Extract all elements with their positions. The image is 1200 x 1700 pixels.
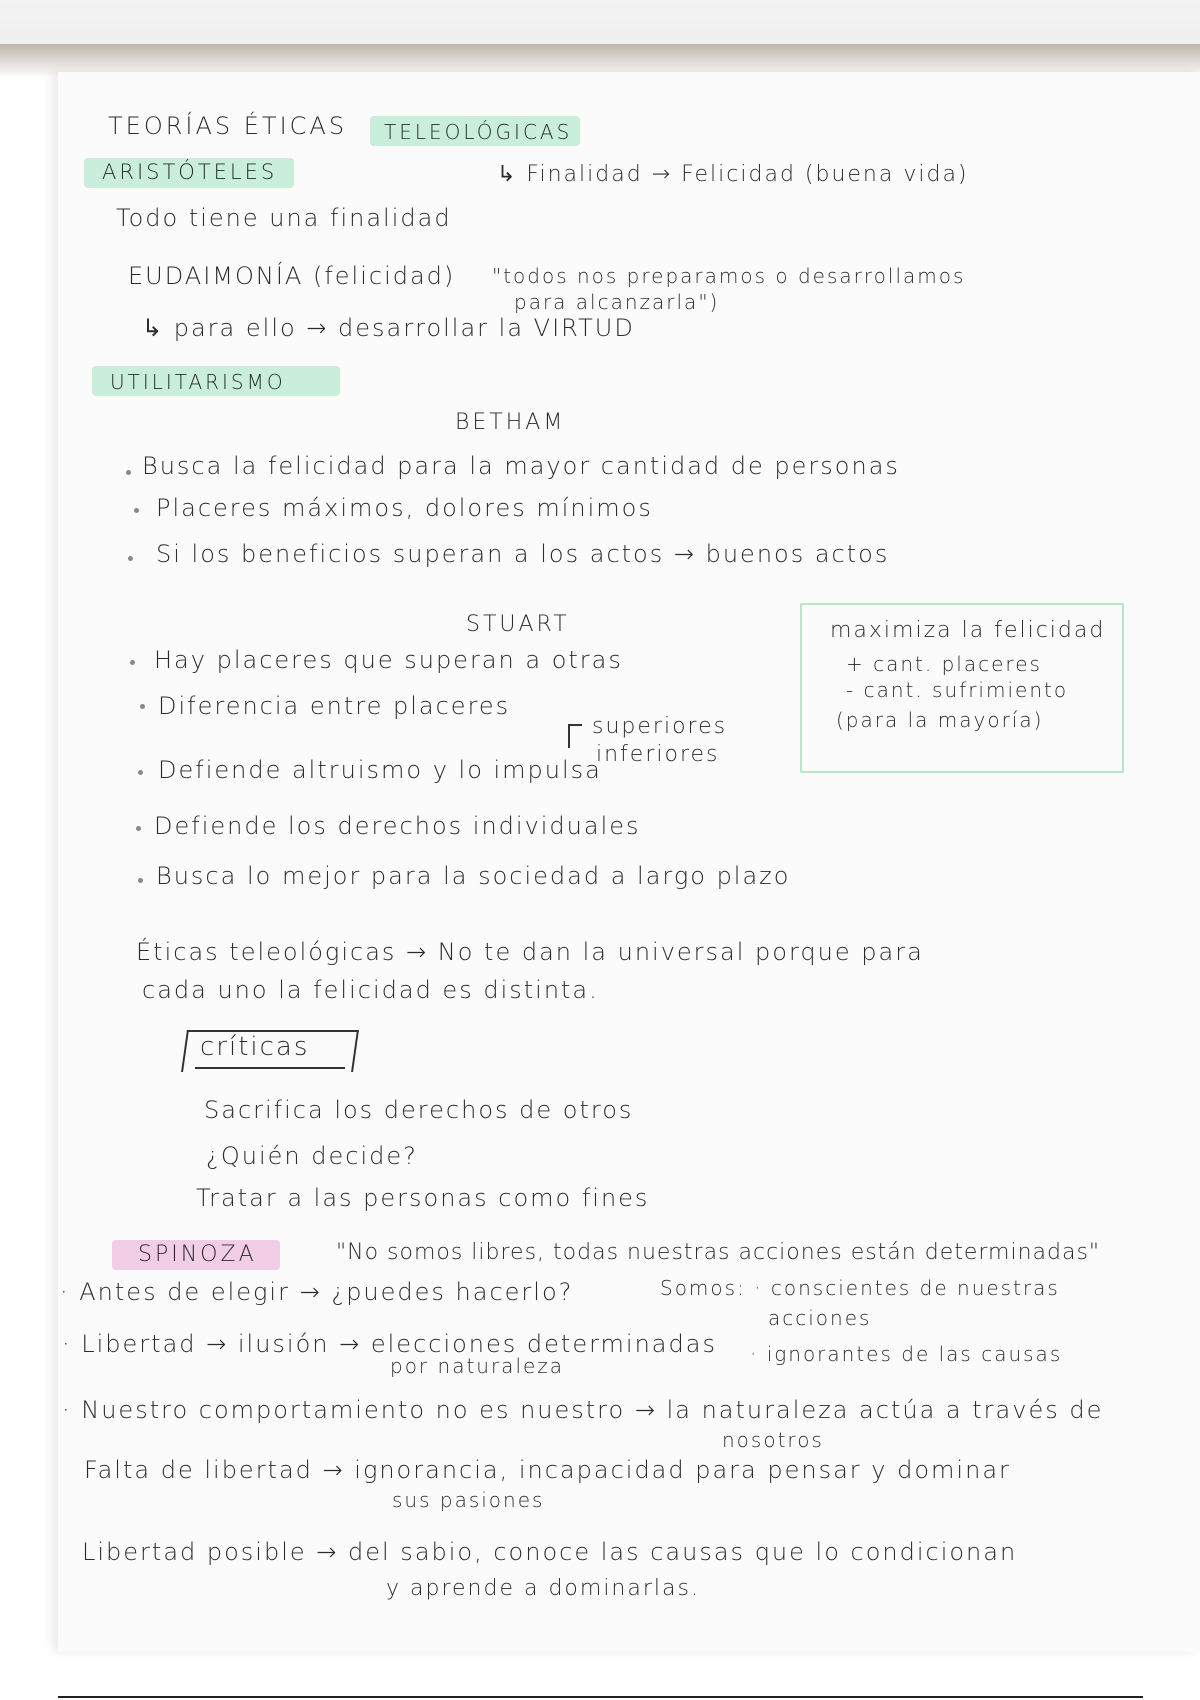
criticas-item-2: ¿Quién decide? — [206, 1142, 418, 1170]
aristoteles-line-3: ↳ para ello → desarrollar la VIRTUD — [142, 314, 635, 342]
aristoteles-heading: ARISTÓTELES — [102, 160, 278, 184]
bullet — [140, 704, 145, 709]
title-text: TEORÍAS ÉTICAS — [108, 112, 348, 140]
spinoza-falta-2: sus pasiones — [392, 1488, 545, 1512]
stuart-item-2: Diferencia entre placeres — [158, 692, 511, 720]
eudaimonia-quote-2: para alcanzarla") — [514, 290, 720, 314]
stuart-box-line-3: - cant. sufrimiento — [846, 678, 1069, 702]
bullet — [134, 508, 139, 513]
aristoteles-line-1: Todo tiene una finalidad — [116, 204, 452, 232]
placeres-superiores: superiores — [592, 714, 728, 739]
spinoza-somos-1: Somos: · conscientes de nuestras — [660, 1276, 1060, 1300]
betham-item-2: Placeres máximos, dolores mínimos — [156, 494, 653, 522]
stuart-box-line-4: (para la mayoría) — [836, 708, 1044, 732]
stuart-box-line-2: + cant. placeres — [846, 652, 1042, 676]
eudaimonia-quote-1: "todos nos preparamos o desarrollamos — [492, 264, 966, 288]
spinoza-posible-2: y aprende a dominarlas. — [386, 1576, 700, 1601]
betham-item-1: Busca la felicidad para la mayor cantidad de personas — [142, 452, 900, 480]
bullet — [136, 826, 141, 831]
spinoza-nuestro-2: nosotros — [722, 1428, 824, 1452]
stuart-item-3: Defiende altruismo y lo impulsa — [158, 756, 602, 784]
spinoza-quote: "No somos libres, todas nuestras acciones están determinadas" — [336, 1240, 1101, 1265]
betham-item-3: Si los beneficios superan a los actos → buenos actos — [156, 540, 890, 568]
criticas-heading: críticas — [200, 1032, 310, 1062]
stuart-item-1: Hay placeres que superan a otras — [154, 646, 623, 674]
bullet — [130, 660, 135, 665]
stuart-item-4: Defiende los derechos individuales — [154, 812, 641, 840]
eticas-line-1: Éticas teleológicas → No te dan la universal porque para — [136, 938, 924, 966]
bullet — [126, 470, 131, 475]
criticas-underline — [195, 1067, 345, 1069]
criticas-item-3: Tratar a las personas como fines — [196, 1184, 650, 1212]
placeres-brace — [568, 724, 582, 748]
criticas-item-1: Sacrifica los derechos de otros — [204, 1096, 634, 1124]
desk-background — [0, 0, 1200, 48]
stuart-box-line-1: maximiza la felicidad — [830, 618, 1106, 643]
bullet — [138, 770, 143, 775]
spinoza-somos-2: acciones — [768, 1306, 872, 1330]
placeres-inferiores: inferiores — [596, 742, 720, 767]
bullet — [128, 556, 133, 561]
betham-title: BETHAM — [455, 410, 566, 435]
title-highlight: TELEOLÓGICAS — [384, 120, 573, 144]
spinoza-somos-3: · ignorantes de las causas — [750, 1342, 1063, 1366]
spinoza-heading: SPINOZA — [138, 1242, 257, 1267]
spinoza-posible-1: Libertad posible → del sabio, conoce las causas que lo condicionan — [82, 1538, 1018, 1566]
eudaimonia-text: EUDAIMONÍA (felicidad) — [128, 262, 456, 290]
eticas-line-2: cada uno la felicidad es distinta. — [142, 976, 599, 1004]
page-bottom-edge — [58, 1696, 1143, 1698]
spinoza-libertad-1: · Libertad → ilusión → elecciones determinadas — [62, 1330, 717, 1358]
spinoza-libertad-2: por naturaleza — [390, 1354, 565, 1378]
stuart-item-5: Busca lo mejor para la sociedad a largo plazo — [156, 862, 791, 890]
aristoteles-arrow-note: ↳ Finalidad → Felicidad (buena vida) — [497, 162, 969, 187]
utilitarismo-heading: UTILITARISMO — [110, 370, 286, 394]
stuart-title: STUART — [466, 612, 570, 637]
spinoza-nuestro-1: · Nuestro comportamiento no es nuestro → la naturaleza actúa a través de — [62, 1396, 1104, 1424]
bullet — [138, 878, 143, 883]
spinoza-antes: · Antes de elegir → ¿puedes hacerlo? — [60, 1278, 574, 1306]
spinoza-falta-1: Falta de libertad → ignorancia, incapacidad para pensar y dominar — [84, 1456, 1011, 1484]
